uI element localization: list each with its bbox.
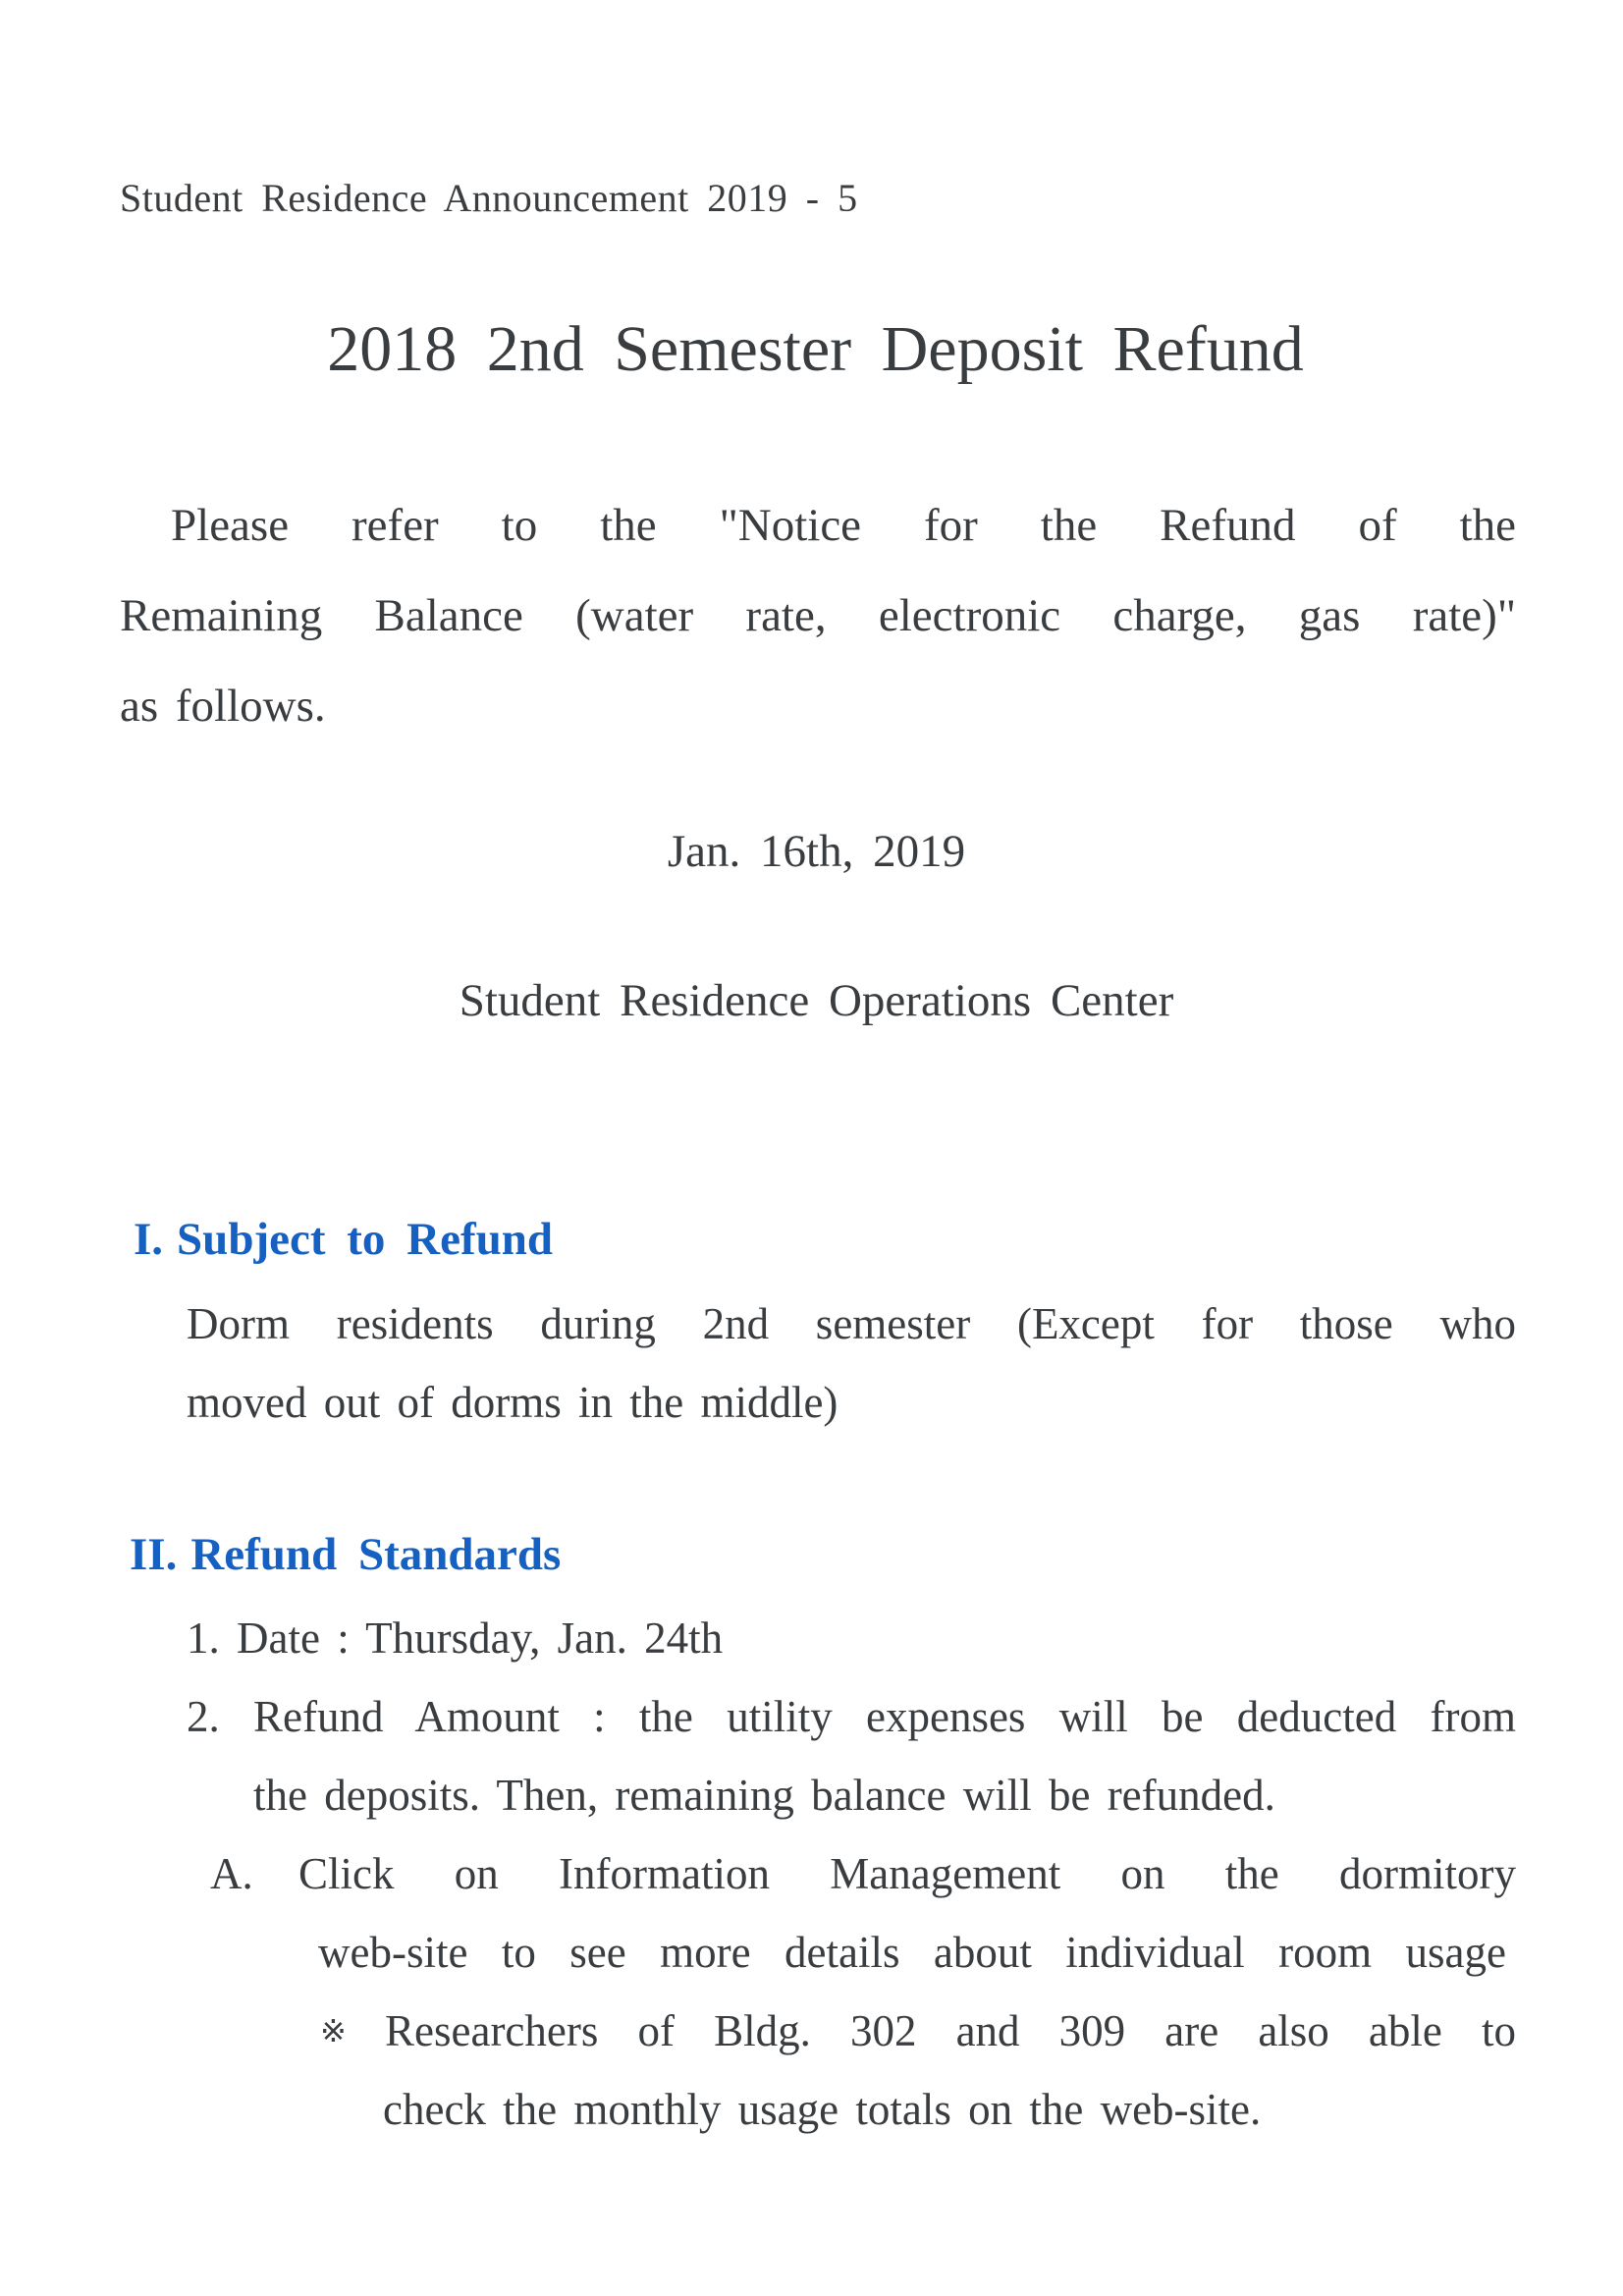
announcement-date: Jan. 16th, 2019 — [667, 826, 966, 877]
announcement-number: Student Residence Announcement 2019 - 5 — [120, 176, 858, 220]
issuer-name: Student Residence Operations Center — [459, 975, 1174, 1026]
subitem-label: A. — [210, 1849, 253, 1898]
item-refund-amount-line-2: the deposits. Then, remaining balance will be refunded. — [253, 1771, 1275, 1820]
section-numeral: II. — [130, 1529, 178, 1580]
document-title: 2018 2nd Semester Deposit Refund — [327, 313, 1304, 385]
section-title: Subject to Refund — [177, 1214, 554, 1265]
intro-line-2: Remaining Balance (water rate, electronic charge, gas rate)" — [120, 590, 1516, 641]
section-1-line-2: moved out of dorms in the middle) — [187, 1378, 839, 1427]
section-heading-subject — [134, 1213, 553, 1266]
item-date: 1. Date : Thursday, Jan. 24th — [187, 1613, 724, 1663]
note-line-2: check the monthly usage totals on the web-site. — [383, 2085, 1262, 2134]
intro-line-3: as follows. — [120, 681, 326, 732]
section-title: Refund Standards — [190, 1529, 562, 1580]
reference-mark-icon: ※ — [320, 2013, 347, 2049]
note-line-1: Researchers of Bldg. 302 and 309 are also able to — [385, 2006, 1516, 2055]
subitem-line-1: Click on Information Management on the dormitory — [298, 1849, 1516, 1898]
section-numeral: I. — [134, 1214, 164, 1265]
intro-line-1: Please refer to the "Notice for the Refund of the — [171, 500, 1516, 551]
section-heading-standards — [130, 1528, 561, 1581]
section-1-line-1: Dorm residents during 2nd semester (Except for those who — [187, 1299, 1516, 1348]
item-refund-amount-line-1: 2. Refund Amount : the utility expenses will be deducted from — [187, 1692, 1516, 1741]
subitem-line-2: web-site to see more details about individual room usage — [318, 1928, 1506, 1977]
